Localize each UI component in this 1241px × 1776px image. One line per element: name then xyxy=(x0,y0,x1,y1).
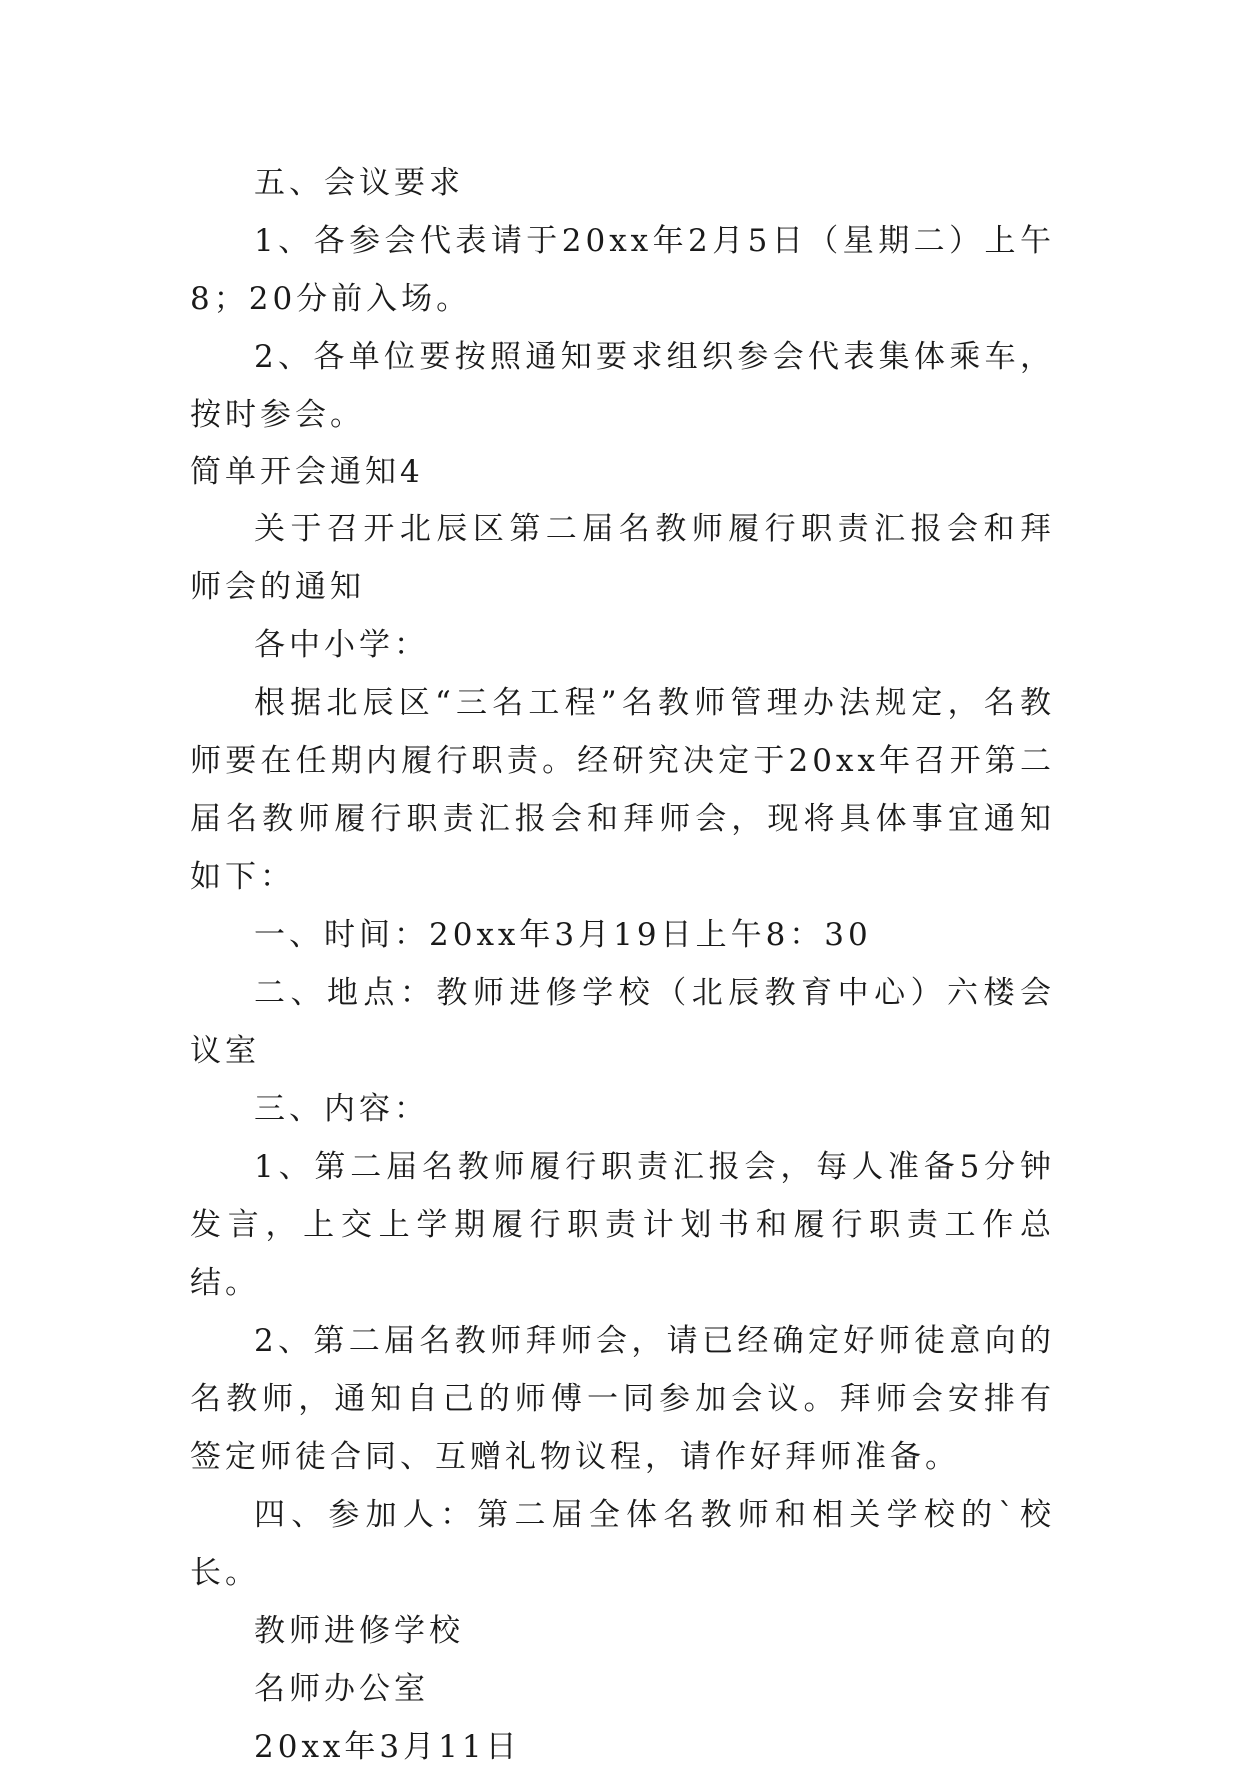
item-content-report: 1、第二届名教师履行职责汇报会，每人准备5分钟发言，上交上学期履行职责计划书和履行职责工作总结。 xyxy=(190,1149,1055,1301)
salutation: 各中小学： xyxy=(254,627,429,663)
signature-office: 名师办公室 xyxy=(254,1671,429,1707)
notice-title: 关于召开北辰区第二届名教师履行职责汇报会和拜师会的通知 xyxy=(190,511,1055,605)
document-section-title: 简单开会通知4 xyxy=(190,454,424,490)
section-heading-requirements: 五、会议要求 xyxy=(254,165,464,201)
document-body xyxy=(190,154,1055,1776)
paragraph-intro: 根据北辰区“三名工程”名教师管理办法规定，名教师要在任期内履行职责。经研究决定于20xx年召开第二届名教师履行职责汇报会和拜师会，现将具体事宜通知如下： xyxy=(190,685,1055,895)
item-participants: 四、参加人：第二届全体名教师和相关学校的`校长。 xyxy=(190,1497,1055,1591)
item-content-ceremony: 2、第二届名教师拜师会，请已经确定好师徒意向的名教师，通知自己的师傅一同参加会议。拜师会安排有签定师徒合同、互赠礼物议程，请作好拜师准备。 xyxy=(190,1323,1055,1475)
paragraph-arrival-time: 1、各参会代表请于20xx年2月5日（星期二）上午8；20分前入场。 xyxy=(190,223,1055,317)
paragraph-transport: 2、各单位要按照通知要求组织参会代表集体乘车，按时参会。 xyxy=(190,339,1055,433)
item-content-heading: 三、内容： xyxy=(254,1091,429,1127)
item-location: 二、地点：教师进修学校（北辰教育中心）六楼会议室 xyxy=(190,975,1055,1069)
item-time: 一、时间：20xx年3月19日上午8：30 xyxy=(254,917,872,953)
signature-organization: 教师进修学校 xyxy=(254,1613,464,1649)
signature-date: 20xx年3月11日 xyxy=(254,1729,521,1765)
